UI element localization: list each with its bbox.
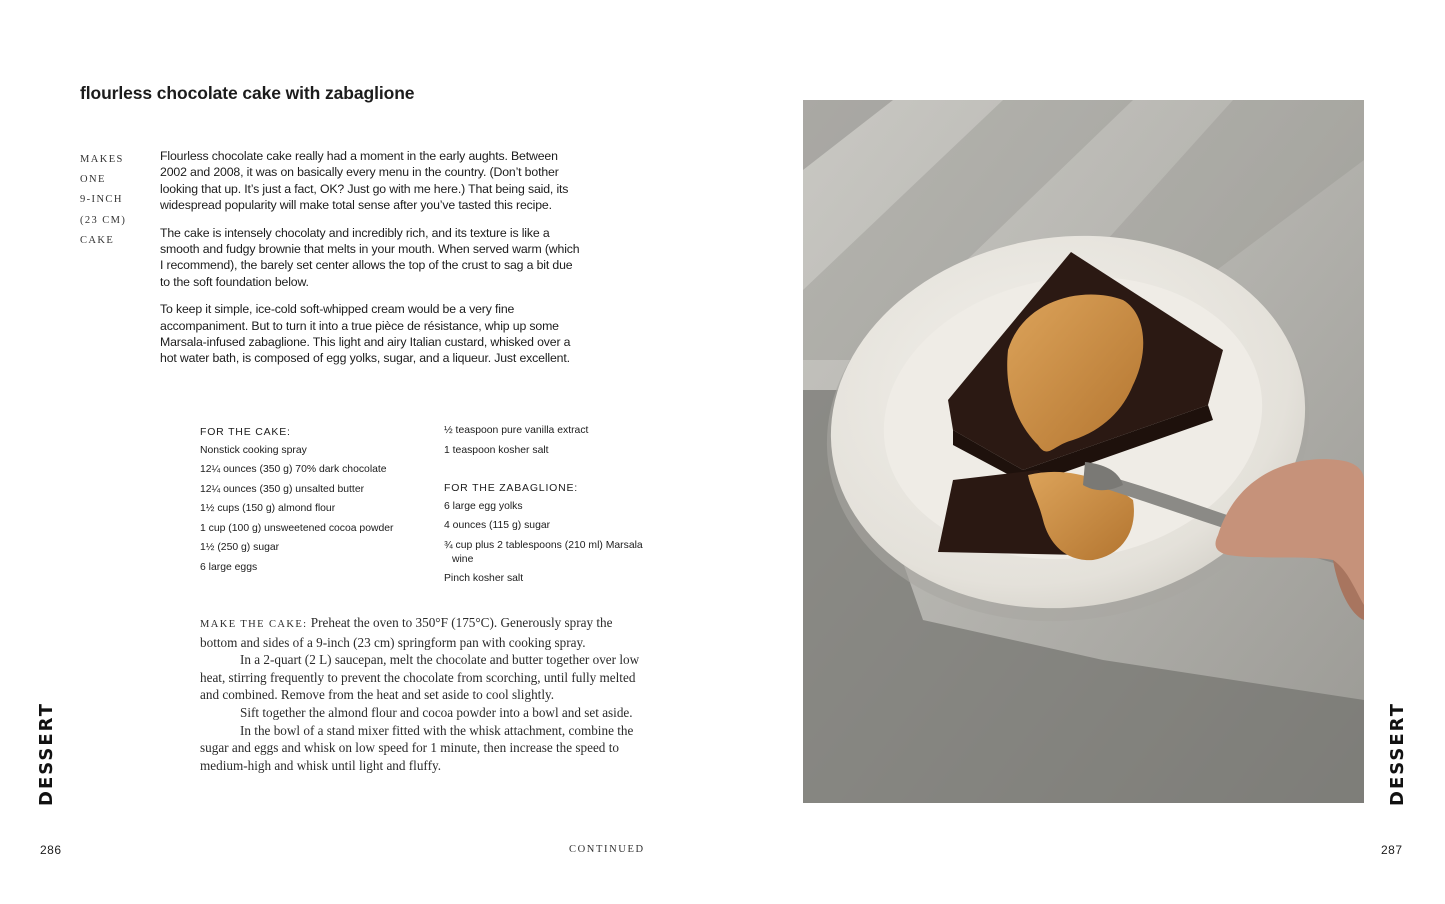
ingredient-item: 1½ cups (150 g) almond flour [200,503,336,514]
yield-line: 9-INCH [80,194,123,206]
method-step-text: Preheat the oven to 350°F (175°C). Generously spray the bottom and sides of a 9-inch (23 cm) springform pan with cooking spray. [200,615,613,650]
ingredient-item: 12¼ ounces (350 g) unsalted butter [200,483,365,495]
ingredient-item: 1 cup (100 g) unsweetened cocoa powder [200,522,394,534]
ingredient-item: ¾ cup plus 2 tablespoons (210 ml) Marsala wine [444,539,643,565]
recipe-yield [80,150,150,251]
yield-line: (23 CM) [80,214,127,226]
ingredient-item: 1½ (250 g) sugar [200,542,280,553]
page-number-right: 287 [1381,843,1403,857]
photo-illustration [803,100,1364,803]
method-text [200,614,640,774]
ingredient-item: 12¼ ounces (350 g) 70% dark chocolate [200,464,387,475]
yield-line: CAKE [80,234,115,246]
ingredient-item: 4 ounces (115 g) sugar [444,520,551,531]
method-step [200,614,640,651]
yield-line: ONE [80,174,106,186]
cake-ingredients-heading: FOR THE CAKE: [200,426,291,438]
cake-ingredients [200,424,415,580]
method-step: In the bowl of a stand mixer fitted with the whisk attachment, combine the sugar and eggs and whisk on low speed for 1 minute, then increase the speed to medium-high and whisk until light and fluffy. [200,722,634,773]
intro-paragraph: To keep it simple, ice-cold soft-whipped cream would be a very fine accompaniment. But to turn it into a true pièce de résistance, whip up some Marsala-infused zabaglione. This light and airy Italian custard, whisked over a hot water bath, is composed of egg yolks, sugar, and a liqueur. Just excellent. [160,302,571,366]
recipe-intro [160,148,580,378]
ingredient-item: 6 large egg yolks [444,500,523,512]
continued-note: CONTINUED [569,844,645,855]
yield-line: MAKES [80,154,124,165]
method-step: Sift together the almond flour and cocoa powder into a bowl and set aside. [240,704,633,720]
section-label-left: DESSERT [36,702,57,806]
page-title: flourless chocolate cake with zabaglione [80,83,415,103]
chocolate-cake-photo [803,100,1364,803]
ingredients-right-column [444,424,644,592]
ingredient-item: 6 large eggs [200,561,258,573]
ingredient-item: 1 teaspoon kosher salt [444,444,549,456]
section-label-right: DESSERT [1387,702,1408,806]
ingredient-item: Pinch kosher salt [444,573,524,584]
page-number-left: 286 [40,843,62,857]
ingredient-item: Nonstick cooking spray [200,444,307,456]
intro-paragraph: The cake is intensely chocolaty and incredibly rich, and its texture is like a smooth and fudgy brownie that melts in your mouth. When served warm (which I recommend), the barely set center allows the top of the crust to sag a bit due to the soft foundation below. [160,225,580,289]
ingredient-item: ½ teaspoon pure vanilla extract [444,425,589,436]
method-step-lead: MAKE THE CAKE: [200,619,308,630]
method-step: In a 2-quart (2 L) saucepan, melt the chocolate and butter together over low heat, stirring frequently to prevent the chocolate from scorching, until fully melted and combined. Remove from the heat and set aside to cool slightly. [200,652,640,703]
zabaglione-ingredients-heading: FOR THE ZABAGLIONE: [444,482,579,494]
intro-paragraph: Flourless chocolate cake really had a moment in the early aughts. Between 2002 and 2008, it was on basically every menu in the country. (Don’t bother looking that up. It’s just a fact, OK? Just go with me here.) That being said, its widespread popularity will make total sense after you’ve tasted this recipe. [160,149,569,213]
